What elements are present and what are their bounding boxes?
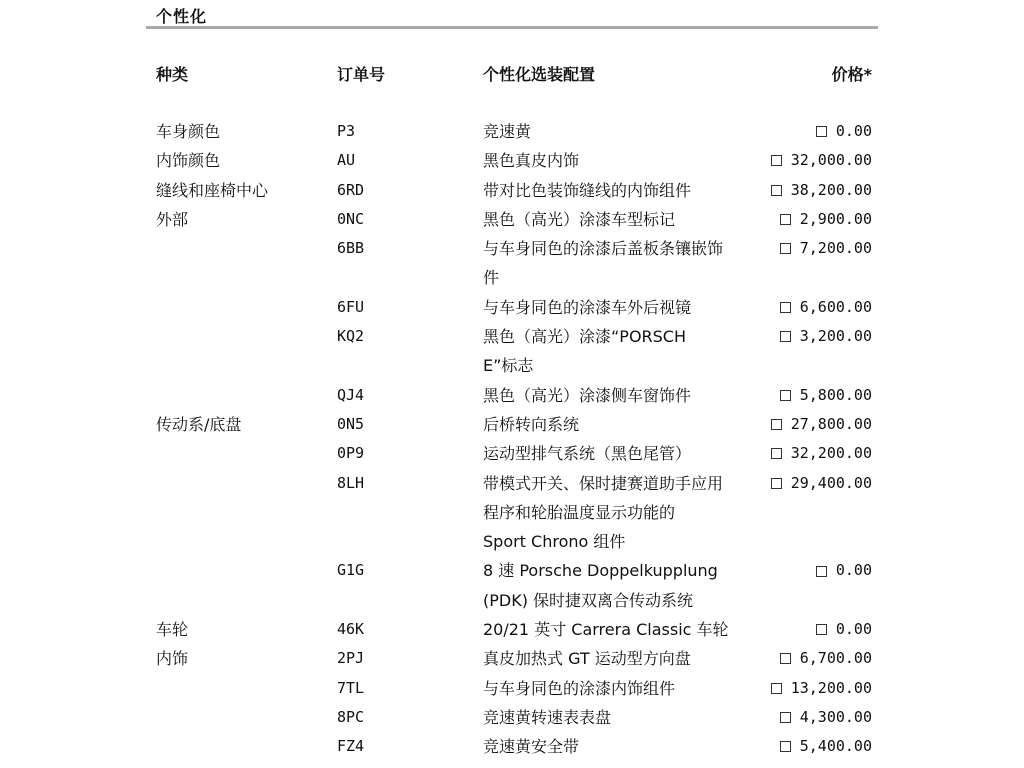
price-value: 13,200.00 — [790, 678, 872, 697]
row-option-description — [483, 117, 755, 146]
price-value: 2,900.00 — [799, 209, 872, 228]
row-price — [771, 410, 872, 439]
table-row — [0, 205, 1024, 234]
select-checkbox[interactable] — [771, 185, 782, 196]
table-row — [0, 410, 1024, 439]
option-text-line: 竞速黄 — [483, 122, 532, 141]
option-text-line: 与车身同色的涂漆车外后视镜 — [483, 297, 692, 317]
row-option-description — [483, 381, 755, 410]
select-checkbox[interactable] — [771, 155, 782, 166]
row-option-description — [483, 234, 755, 293]
option-text-line: 后桥转向系统 — [483, 414, 580, 434]
select-checkbox[interactable] — [780, 243, 791, 254]
table-row — [0, 293, 1024, 322]
column-header-category: 种类 — [156, 65, 189, 84]
row-order-code: 2PJ — [337, 649, 365, 668]
select-checkbox[interactable] — [771, 683, 782, 694]
price-value: 6,600.00 — [799, 297, 872, 316]
row-order-code: FZ4 — [337, 737, 365, 756]
price-value: 0.00 — [835, 122, 872, 140]
price-value: 3,200.00 — [799, 327, 872, 346]
row-price — [780, 644, 872, 673]
row-category: 内饰 — [156, 649, 189, 669]
table-row — [0, 556, 1024, 615]
row-price — [780, 703, 872, 732]
row-order-code: 6FU — [337, 297, 365, 316]
price-value: 38,200.00 — [790, 180, 872, 199]
select-checkbox[interactable] — [780, 302, 791, 313]
row-order-code: 7TL — [337, 678, 365, 697]
row-price — [816, 117, 872, 146]
select-checkbox[interactable] — [771, 448, 782, 459]
option-text-line: (PDK) 保时捷双离合传动系统 — [483, 590, 694, 610]
row-option-description — [483, 469, 755, 557]
select-checkbox[interactable] — [780, 653, 791, 664]
row-option-description — [483, 146, 755, 175]
table-row — [0, 703, 1024, 732]
row-category: 车身颜色 — [156, 122, 221, 141]
row-order-code: 0N5 — [337, 414, 365, 433]
table-row — [0, 117, 1024, 146]
price-value: 5,400.00 — [799, 737, 872, 756]
options-table — [0, 117, 1024, 762]
option-text-line: 竞速黄安全带 — [483, 737, 580, 757]
option-text-line: 黑色真皮内饰 — [483, 151, 580, 171]
price-value: 27,800.00 — [790, 414, 872, 433]
row-price — [780, 322, 872, 351]
row-order-code: 6BB — [337, 239, 365, 258]
row-price — [771, 674, 872, 703]
table-row — [0, 615, 1024, 644]
row-option-description — [483, 556, 755, 615]
option-text-line: 件 — [483, 268, 500, 288]
price-value: 5,800.00 — [799, 385, 872, 404]
price-value: 0.00 — [835, 620, 872, 639]
table-row — [0, 674, 1024, 703]
option-text-line: 程序和轮胎温度显示功能的 — [483, 502, 676, 522]
row-price — [771, 176, 872, 205]
price-value: 7,200.00 — [799, 239, 872, 258]
row-order-code: 8LH — [337, 473, 365, 492]
select-checkbox[interactable] — [780, 712, 791, 723]
row-price — [771, 469, 872, 498]
row-price — [771, 146, 872, 175]
option-text-line: 带模式开关、保时捷赛道助手应用 — [483, 473, 724, 493]
section-divider — [146, 26, 878, 29]
column-header-order-number: 订单号 — [337, 65, 386, 84]
table-row — [0, 469, 1024, 557]
option-text-line: 带对比色装饰缝线的内饰组件 — [483, 180, 692, 200]
row-order-code: 0NC — [337, 209, 365, 228]
option-text-line: 8 速 Porsche Doppelkupplung — [483, 561, 718, 581]
price-value: 6,700.00 — [799, 649, 872, 668]
select-checkbox[interactable] — [780, 390, 791, 401]
row-price — [780, 381, 872, 410]
row-order-code: QJ4 — [337, 385, 365, 404]
price-value: 29,400.00 — [790, 473, 872, 492]
table-row — [0, 381, 1024, 410]
table-row — [0, 644, 1024, 673]
row-category: 传动系/底盘 — [156, 414, 242, 434]
row-price — [780, 732, 872, 761]
row-price — [780, 205, 872, 234]
table-row — [0, 146, 1024, 175]
row-category: 外部 — [156, 209, 189, 229]
column-header-option: 个性化选装配置 — [483, 65, 596, 84]
row-price — [771, 439, 872, 468]
row-option-description — [483, 703, 755, 732]
table-row — [0, 732, 1024, 761]
row-order-code: 46K — [337, 620, 365, 639]
option-text-line: 黑色（高光）涂漆侧车窗饰件 — [483, 385, 692, 405]
section-title: 个性化 — [156, 7, 208, 26]
row-price — [780, 234, 872, 263]
row-option-description — [483, 293, 755, 322]
select-checkbox[interactable] — [780, 214, 791, 225]
row-order-code: KQ2 — [337, 327, 365, 346]
row-order-code: P3 — [337, 122, 356, 140]
row-category: 内饰颜色 — [156, 151, 221, 171]
option-text-line: 运动型排气系统（黑色尾管） — [483, 444, 692, 464]
row-option-description — [483, 674, 755, 703]
price-value: 0.00 — [835, 561, 872, 580]
row-category: 缝线和座椅中心 — [156, 180, 269, 200]
row-option-description — [483, 410, 755, 439]
option-text-line: 与车身同色的涂漆后盖板条镶嵌饰 — [483, 239, 724, 259]
row-option-description — [483, 644, 755, 673]
price-value: 32,000.00 — [790, 151, 872, 170]
table-row — [0, 439, 1024, 468]
option-text-line: E”标志 — [483, 356, 534, 376]
select-checkbox[interactable] — [816, 126, 827, 137]
row-option-description — [483, 322, 755, 381]
option-text-line: 20/21 英寸 Carrera Classic 车轮 — [483, 620, 729, 640]
row-option-description — [483, 176, 755, 205]
row-order-code: 8PC — [337, 707, 365, 726]
row-option-description — [483, 615, 755, 644]
row-price — [816, 556, 872, 585]
select-checkbox[interactable] — [816, 566, 827, 577]
select-checkbox[interactable] — [780, 741, 791, 752]
option-text-line: 黑色（高光）涂漆“PORSCH — [483, 327, 687, 347]
table-row — [0, 234, 1024, 293]
select-checkbox[interactable] — [816, 624, 827, 635]
table-row — [0, 176, 1024, 205]
row-category: 车轮 — [156, 620, 189, 640]
row-order-code: AU — [337, 151, 356, 170]
row-option-description — [483, 732, 755, 761]
option-text-line: 黑色（高光）涂漆车型标记 — [483, 209, 676, 229]
price-value: 32,200.00 — [790, 444, 872, 463]
row-price — [780, 293, 872, 322]
option-text-line: Sport Chrono 组件 — [483, 532, 626, 552]
select-checkbox[interactable] — [771, 419, 782, 430]
row-option-description — [483, 439, 755, 468]
row-order-code: 6RD — [337, 180, 365, 199]
select-checkbox[interactable] — [771, 478, 782, 489]
row-order-code: G1G — [337, 561, 365, 580]
option-text-line: 真皮加热式 GT 运动型方向盘 — [483, 649, 691, 669]
option-text-line: 竞速黄转速表表盘 — [483, 707, 612, 727]
option-text-line: 与车身同色的涂漆内饰组件 — [483, 678, 676, 698]
table-row — [0, 322, 1024, 381]
price-value: 4,300.00 — [799, 707, 872, 726]
select-checkbox[interactable] — [780, 331, 791, 342]
row-order-code: 0P9 — [337, 444, 365, 463]
column-header-price: 价格* — [831, 65, 872, 84]
row-option-description — [483, 205, 755, 234]
row-price — [816, 615, 872, 644]
